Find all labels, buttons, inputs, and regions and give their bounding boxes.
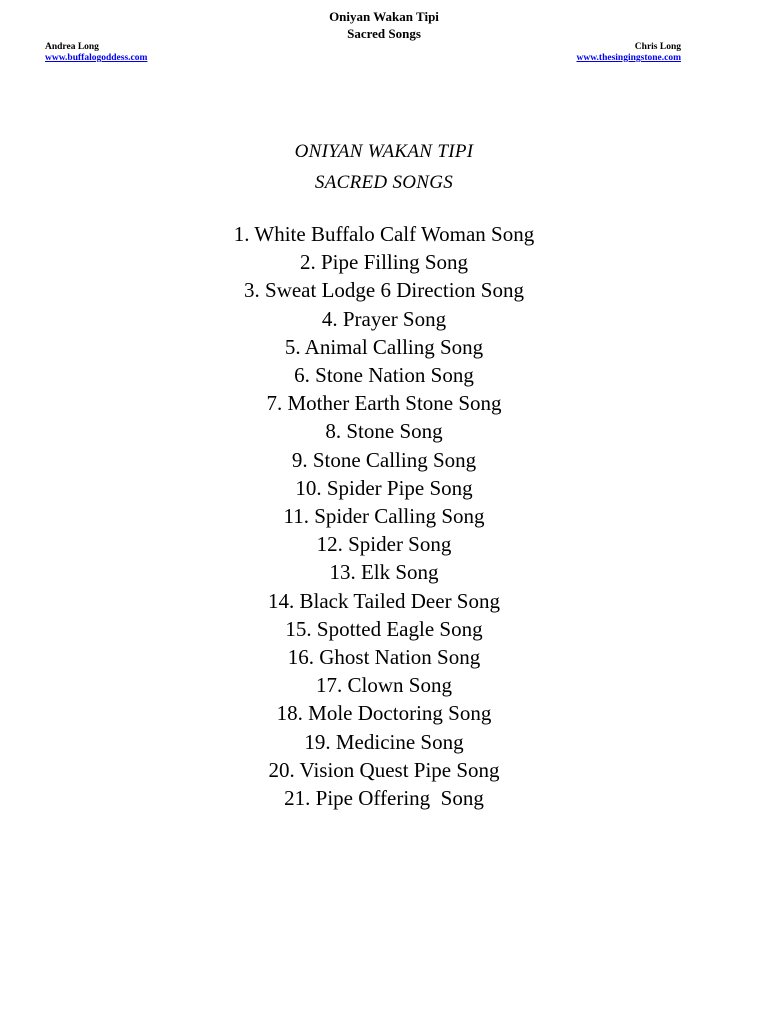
song-item: 14. Black Tailed Deer Song — [267, 588, 500, 613]
song-item: 18. Mole Doctoring Song — [276, 701, 492, 726]
song-item: 10. Spider Pipe Song — [295, 475, 473, 500]
song-item: 13. Elk Song — [329, 560, 439, 585]
right-author-link[interactable]: www.thesingingstone.com — [576, 53, 681, 63]
song-item: 6. Stone Nation Song — [294, 363, 474, 388]
song-item: 1. White Buffalo Calf Woman Song — [233, 222, 535, 246]
song-item: 9. Stone Calling Song — [291, 447, 477, 472]
song-item: 20. Vision Quest Pipe Song — [268, 757, 500, 782]
left-author-block — [45, 42, 147, 64]
song-item: 11. Spider Calling Song — [283, 504, 485, 529]
left-author-link[interactable]: www.buffalogoddess.com — [45, 53, 148, 63]
right-author-name: Chris Long — [634, 42, 681, 52]
song-item: 16. Ghost Nation Song — [287, 645, 481, 670]
song-item: 15. Spotted Eagle Song — [285, 616, 483, 641]
running-header-subtitle: Sacred Songs — [347, 26, 421, 41]
left-author-name: Andrea Long — [45, 42, 99, 52]
song-item: 5. Animal Calling Song — [284, 334, 484, 359]
right-author-block — [576, 42, 681, 64]
song-item: 12. Spider Song — [316, 532, 452, 557]
song-item: 19. Medicine Song — [304, 729, 464, 754]
running-header-title: Oniyan Wakan Tipi — [329, 9, 439, 24]
song-list — [0, 220, 768, 812]
document-title — [0, 136, 768, 198]
document-title-line-1: ONIYAN WAKAN TIPI — [294, 141, 474, 162]
document-title-line-2: SACRED SONGS — [314, 172, 454, 193]
song-item: 4. Prayer Song — [321, 306, 447, 331]
song-item: 2. Pipe Filling Song — [299, 250, 469, 275]
song-item: 8. Stone Song — [325, 419, 443, 444]
song-item: 3. Sweat Lodge 6 Direction Song — [244, 278, 524, 303]
song-item: 17. Clown Song — [316, 673, 452, 698]
song-item: 7. Mother Earth Stone Song — [266, 391, 502, 416]
song-item: 21. Pipe Offering Song — [284, 786, 484, 811]
